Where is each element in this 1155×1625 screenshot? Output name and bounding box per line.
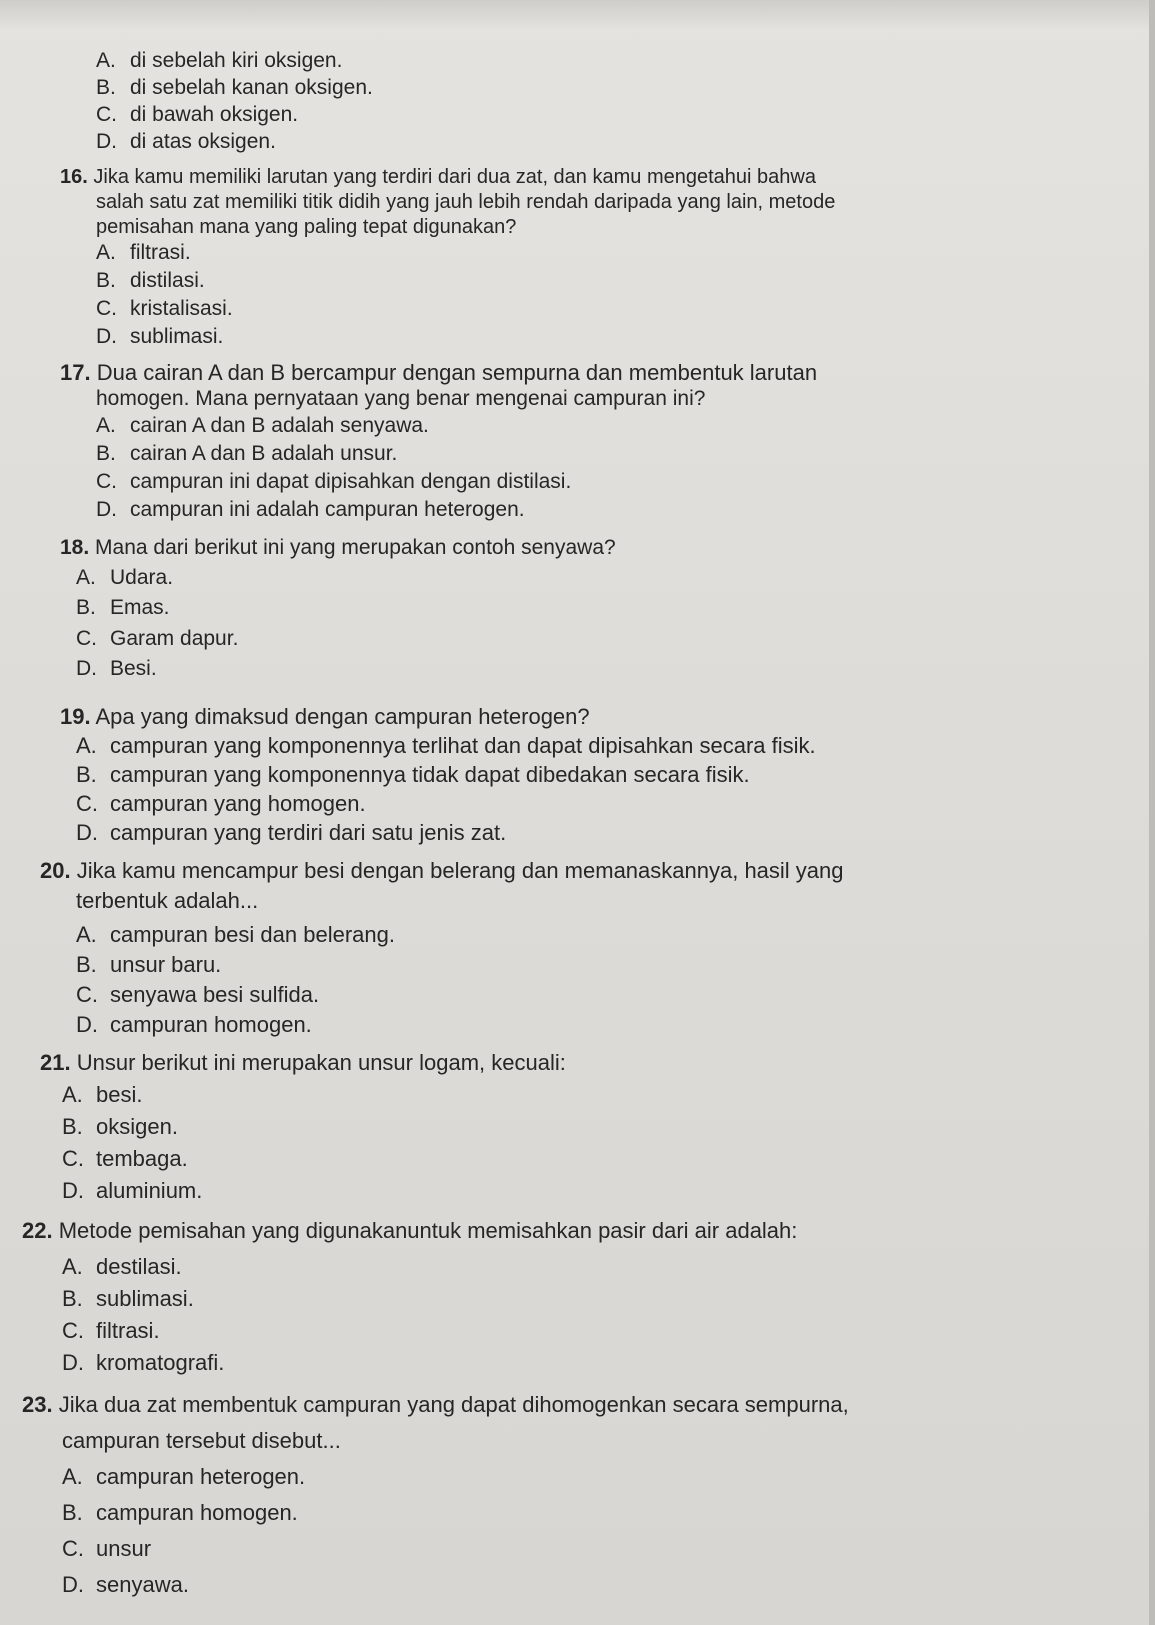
option-d: D. di atas oksigen. <box>96 130 276 153</box>
question-20-line-2: terbentuk adalah... <box>76 888 259 913</box>
option-b: B. oksigen. <box>62 1114 178 1139</box>
option-d: D. campuran homogen. <box>76 1012 312 1037</box>
page-shadow-top <box>0 0 1155 30</box>
question-17-line-1: 17. Dua cairan A dan B bercampur dengan sempurna dan membentuk larutan <box>60 360 818 385</box>
option-b: B. di sebelah kanan oksigen. <box>96 76 373 99</box>
option-a: A. filtrasi. <box>96 241 191 264</box>
option-c: C. senyawa besi sulfida. <box>76 982 320 1007</box>
option-b: B. sublimasi. <box>62 1286 194 1311</box>
question-18-line-1: 18. Mana dari berikut ini yang merupakan contoh senyawa? <box>60 536 616 559</box>
question-22-line-1: 22. Metode pemisahan yang digunakanuntuk memisahkan pasir dari air adalah: <box>22 1218 798 1243</box>
option-b: B. unsur baru. <box>76 952 222 977</box>
option-c: C. campuran ini dapat dipisahkan dengan distilasi. <box>96 470 572 493</box>
option-d: D. Besi. <box>76 657 157 680</box>
option-a: A. campuran heterogen. <box>62 1464 306 1489</box>
option-a: A. destilasi. <box>62 1254 182 1279</box>
page-edge-right <box>1149 0 1155 1625</box>
option-b: B. campuran yang komponennya tidak dapat dibedakan secara fisik. <box>76 762 750 787</box>
option-a: A. di sebelah kiri oksigen. <box>96 49 343 72</box>
option-b: B. Emas. <box>76 596 170 619</box>
option-a: A. campuran yang komponennya terlihat dan dapat dipisahkan secara fisik. <box>76 733 816 758</box>
question-19-line-1: 19. Apa yang dimaksud dengan campuran heterogen? <box>60 704 590 729</box>
option-c: C. campuran yang homogen. <box>76 791 366 816</box>
option-a: A. besi. <box>62 1082 143 1107</box>
option-d: D. campuran ini adalah campuran heterogen. <box>96 498 525 521</box>
question-20-line-1: 20. Jika kamu mencampur besi dengan belerang dan memanaskannya, hasil yang <box>40 858 844 883</box>
option-d: D. sublimasi. <box>96 325 224 348</box>
option-d: D. senyawa. <box>62 1572 189 1597</box>
option-b: B. distilasi. <box>96 269 205 292</box>
option-b: B. cairan A dan B adalah unsur. <box>96 442 398 465</box>
question-17-line-2: homogen. Mana pernyataan yang benar mengenai campuran ini? <box>96 387 706 410</box>
option-d: D. campuran yang terdiri dari satu jenis zat. <box>76 820 507 845</box>
question-21-line-1: 21. Unsur berikut ini merupakan unsur logam, kecuali: <box>40 1050 566 1075</box>
option-a: A. campuran besi dan belerang. <box>76 922 395 947</box>
option-c: C. kristalisasi. <box>96 297 233 320</box>
question-23-line-2: campuran tersebut disebut... <box>62 1428 341 1453</box>
question-16-line-2: salah satu zat memiliki titik didih yang jauh lebih rendah daripada yang lain, metode <box>96 191 836 213</box>
question-16-line-3: pemisahan mana yang paling tepat digunakan? <box>96 216 517 238</box>
option-c: C. filtrasi. <box>62 1318 160 1343</box>
option-d: D. kromatografi. <box>62 1350 225 1375</box>
option-c: C. tembaga. <box>62 1146 188 1171</box>
option-a: A. cairan A dan B adalah senyawa. <box>96 414 429 437</box>
option-c: C. di bawah oksigen. <box>96 103 299 126</box>
question-23-line-1: 23. Jika dua zat membentuk campuran yang dapat dihomogenkan secara sempurna, <box>22 1392 849 1417</box>
option-c: C. unsur <box>62 1536 152 1561</box>
option-a: A. Udara. <box>76 566 174 589</box>
option-c: C. Garam dapur. <box>76 627 239 650</box>
option-d: D. aluminium. <box>62 1178 203 1203</box>
question-16-line-1: 16. Jika kamu memiliki larutan yang terdiri dari dua zat, dan kamu mengetahui bahwa <box>60 166 816 188</box>
option-b: B. campuran homogen. <box>62 1500 298 1525</box>
